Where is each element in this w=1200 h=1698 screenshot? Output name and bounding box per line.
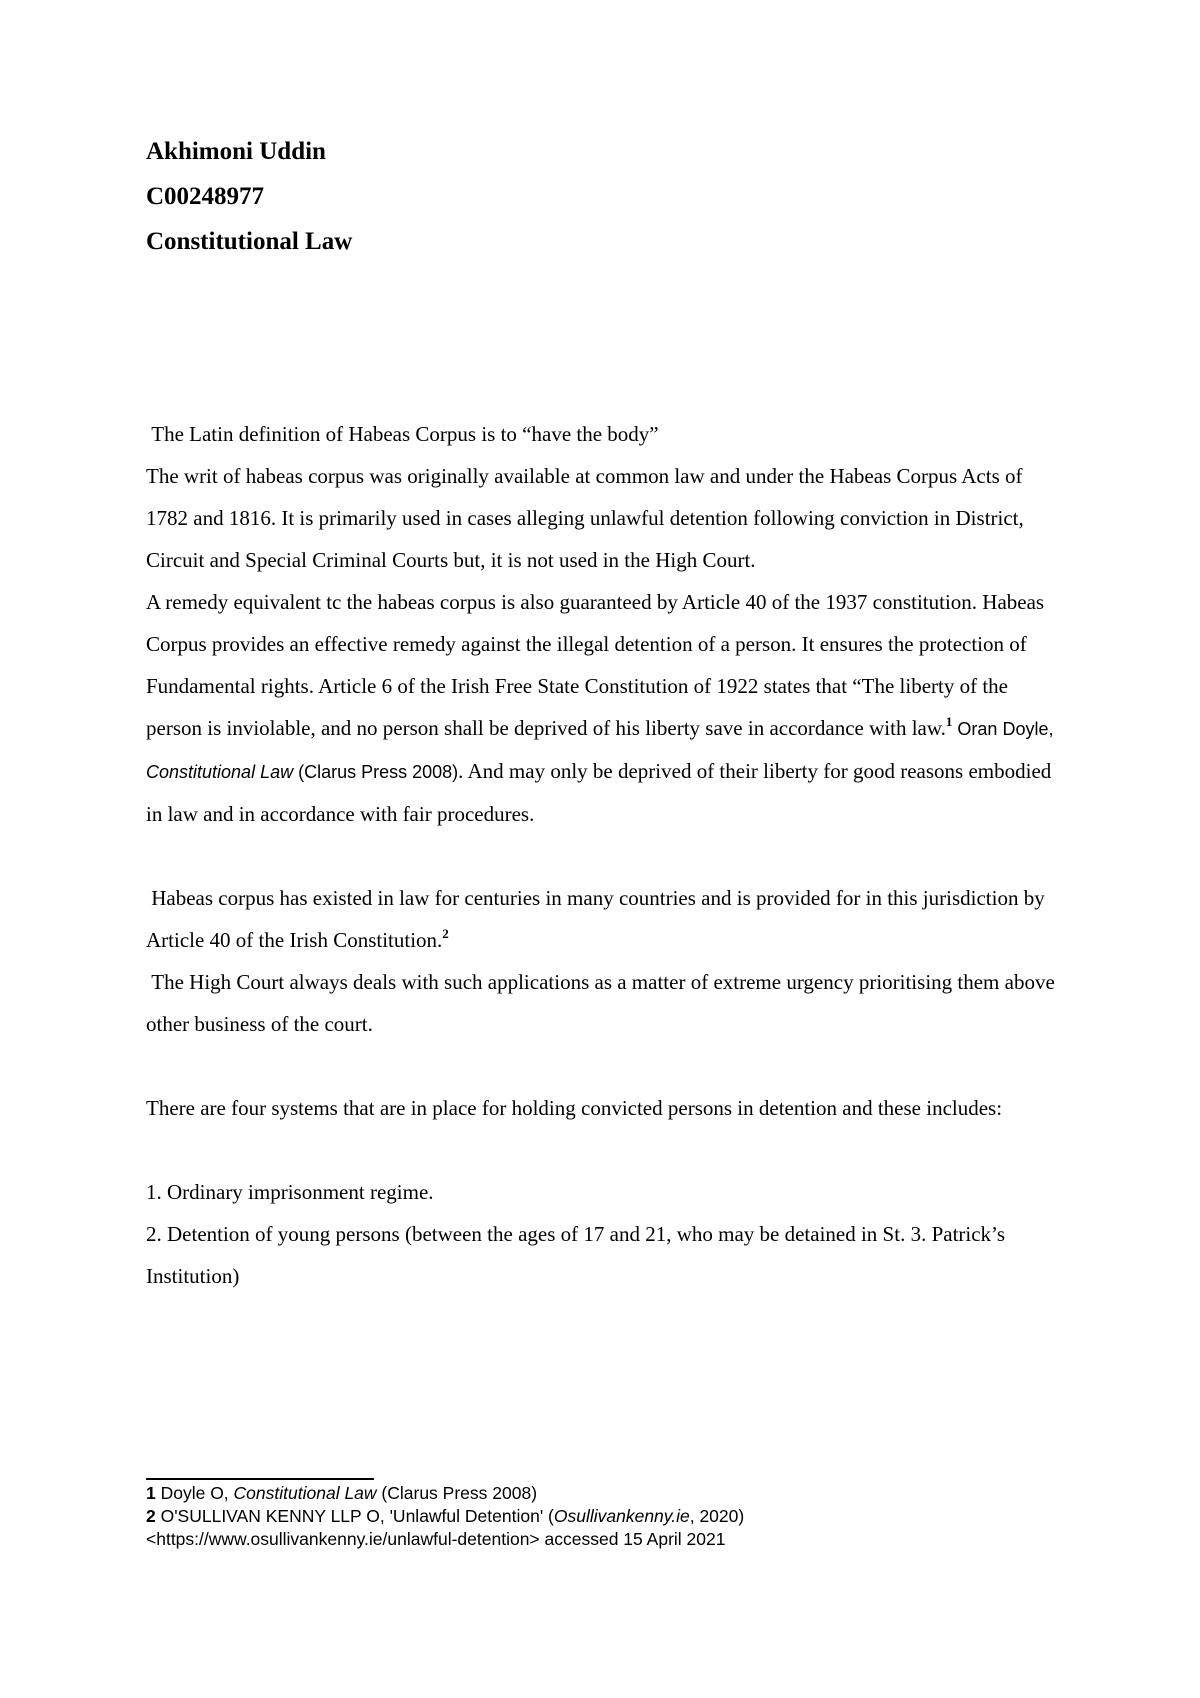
footnote-number: 1 [146, 1483, 156, 1503]
inline-citation-post: (Clarus Press 2008) [293, 762, 459, 782]
footnote-number: 2 [146, 1506, 156, 1526]
paragraph-spacer [146, 835, 1066, 877]
footnote-title: Osullivankenny.ie [553, 1506, 690, 1526]
paragraph-four-systems: There are four systems that are in place for holding convicted persons in detention and these includes: [146, 1096, 1003, 1120]
inline-citation-pre: Oran Doyle, [952, 719, 1059, 739]
author-name: Akhimoni Uddin [146, 138, 326, 165]
paragraph-article-40-tail: . And may only be deprived of their liberty for good reasons embodied in law and in accordance with fair procedures. [146, 759, 1052, 826]
list-item: 2. Detention of young persons (between the ages of 17 and 21, who may be detained in St. 3. Patrick’s Institution) [146, 1222, 1006, 1288]
paragraph-high-court: The High Court always deals with such applications as a matter of extreme urgency prioritising them above other business of the court. [146, 970, 1061, 1036]
student-id: C00248977 [146, 183, 265, 210]
paragraph-habeas-definition: The Latin definition of Habeas Corpus is to “have the body” [146, 422, 659, 446]
paragraph-article-40 [146, 581, 1066, 835]
list-item: 1. Ordinary imprisonment regime. [146, 1180, 434, 1204]
footnote-2-url-line[interactable]: <https://www.osullivankenny.ie/unlawful-detention> accessed 15 April 2021 [146, 1529, 726, 1549]
footnote-reference-1[interactable]: 1 [945, 714, 953, 729]
footnote-text: , 2020) [689, 1506, 745, 1526]
paragraph-spacer [146, 1129, 1066, 1171]
footnotes [146, 1482, 1066, 1551]
document-body [146, 413, 1066, 1297]
footnote-text: O'SULLIVAN KENNY LLP O, 'Unlawful Detention' ( [155, 1506, 554, 1526]
footnote-title: Constitutional Law [233, 1483, 377, 1503]
paragraph-spacer [146, 1045, 1066, 1087]
module-title: Constitutional Law [146, 228, 353, 255]
footnote-reference-2[interactable]: 2 [442, 926, 449, 941]
inline-citation-title: Constitutional Law [146, 762, 294, 782]
footnote-text: (Clarus Press 2008) [376, 1483, 538, 1503]
paragraph-habeas-existence [146, 877, 1066, 961]
paragraph-habeas-existence-text: Habeas corpus has existed in law for centuries in many countries and is provided for in this jurisdiction by Article 40 of the Irish Constitution. [146, 886, 1049, 952]
footnote-2 [146, 1505, 1066, 1528]
footnote-separator [146, 1478, 374, 1480]
footnote-text: Doyle O, [155, 1483, 234, 1503]
paragraph-writ-history: The writ of habeas corpus was originally available at common law and under the Habeas Corpus Acts of 1782 and 1816. It is primarily used in cases alleging unlawful detention following conviction in District, Circuit and Special Criminal Courts but, it is not used in the High Court. [146, 464, 1024, 572]
footnote-1 [146, 1482, 1066, 1505]
paragraph-article-40-text: A remedy equivalent tc the habeas corpus is also guaranteed by Article 40 of the 1937 constitution. Habeas Corpus provides an effective remedy against the illegal detention of a person. It ensures the protection of Fundamental rights. Article 6 of the Irish Free State Constitution of 1922 states that “The liberty of the person is inviolable, and no person shall be deprived of his liberty save in accordance with law. [146, 590, 1045, 740]
